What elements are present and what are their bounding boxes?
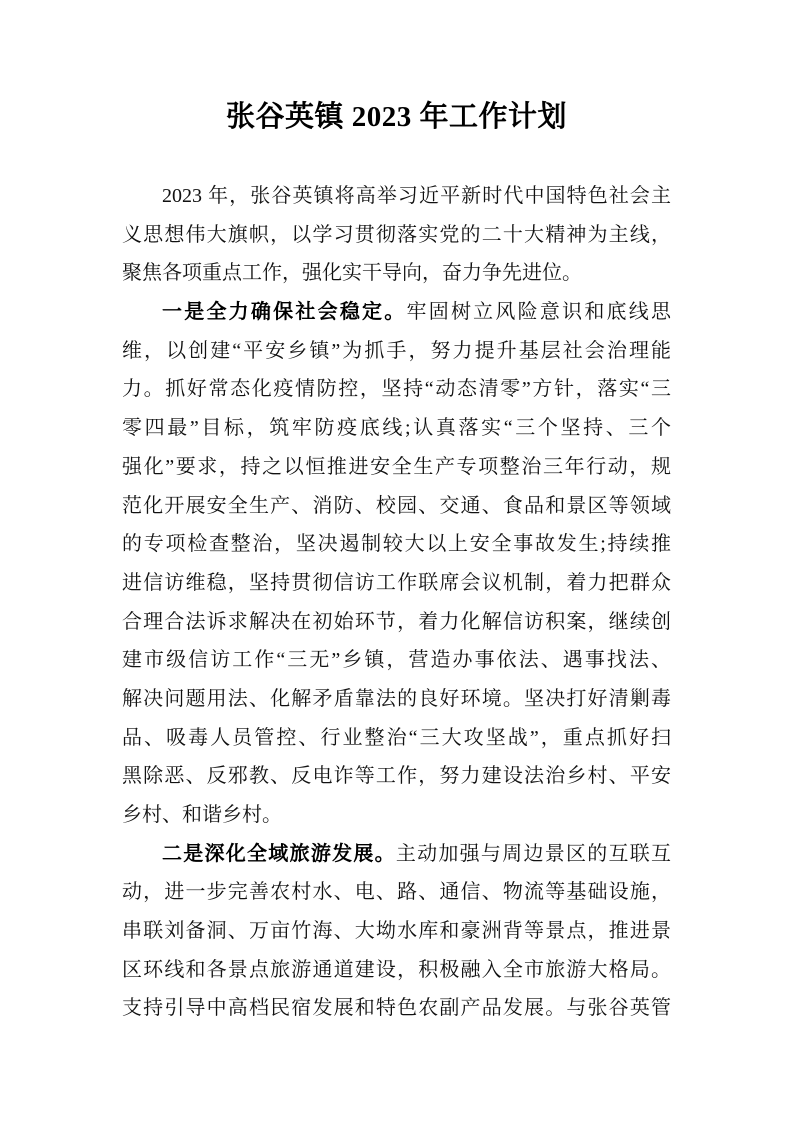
paragraph bbox=[122, 293, 671, 835]
line-text: 2023 年，张谷英镇将高举习近平新时代中国特色社会主 bbox=[162, 185, 671, 207]
paragraph bbox=[122, 177, 671, 293]
line-text: 范化开展安全生产、消防、校园、交通、食品和景区等领域 bbox=[122, 494, 671, 517]
text-line bbox=[122, 564, 671, 603]
text-line bbox=[122, 835, 671, 874]
line-text: 区环线和各景点旅游通道建设，积极融入全市旅游大格局。 bbox=[122, 958, 671, 981]
text-line bbox=[122, 448, 671, 487]
text-line bbox=[122, 293, 671, 332]
line-text: 维，以创建“平安乡镇”为抓手，努力提升基层社会治理能 bbox=[122, 339, 671, 362]
text-line bbox=[122, 603, 671, 642]
line-text: 进信访维稳，坚持贯彻信访工作联席会议机制，着力把群众 bbox=[122, 571, 671, 594]
text-line bbox=[122, 989, 671, 1028]
text-line bbox=[122, 719, 671, 758]
document-body bbox=[122, 177, 671, 1028]
line-text: 黑除恶、反邪教、反电诈等工作，努力建设法治乡村、平安 bbox=[122, 765, 671, 788]
text-line bbox=[122, 641, 671, 680]
line-text: 乡村、和谐乡村。 bbox=[122, 804, 282, 826]
line-text: 建市级信访工作“三无”乡镇，营造办事依法、遇事找法、 bbox=[122, 649, 671, 672]
text-line bbox=[122, 796, 671, 835]
text-line bbox=[122, 254, 671, 293]
line-text: 合理合法诉求解决在初始环节，着力化解信访积案，继续创 bbox=[122, 610, 671, 633]
text-line bbox=[122, 951, 671, 990]
line-text: 动，进一步完善农村水、电、路、通信、物流等基础设施， bbox=[122, 881, 671, 904]
line-text: 强化”要求，持之以恒推进安全生产专项整治三年行动，规 bbox=[122, 455, 671, 478]
text-line bbox=[122, 487, 671, 526]
text-line bbox=[122, 525, 671, 564]
text-line bbox=[122, 873, 671, 912]
document-title: 张谷英镇 2023 年工作计划 bbox=[225, 101, 567, 133]
paragraph-lead: 二是深化全域旅游发展。 bbox=[162, 842, 396, 865]
line-text: 解决问题用法、化解矛盾靠法的良好环境。坚决打好清剿毒 bbox=[122, 687, 671, 710]
line-text: 零四最”目标，筑牢防疫底线;认真落实“三个坚持、三个 bbox=[122, 417, 671, 440]
text-line bbox=[122, 370, 671, 409]
text-line bbox=[122, 332, 671, 371]
line-text: 串联刘备洞、万亩竹海、大坳水库和豪洲背等景点，推进景 bbox=[122, 920, 671, 943]
text-line bbox=[122, 680, 671, 719]
text-line bbox=[122, 216, 671, 255]
line-text: 牢固树立风险意识和底线思 bbox=[406, 301, 671, 324]
text-line bbox=[122, 409, 671, 448]
line-text: 的专项检查整治，坚决遏制较大以上安全事故发生;持续推 bbox=[122, 533, 671, 556]
line-text: 义思想伟大旗帜，以学习贯彻落实党的二十大精神为主线， bbox=[122, 223, 671, 246]
paragraph bbox=[122, 835, 671, 1028]
line-text: 力。抓好常态化疫情防控，坚持“动态清零”方针，落实“三 bbox=[122, 378, 671, 401]
line-text: 支持引导中高档民宿发展和特色农副产品发展。与张谷英管 bbox=[122, 997, 671, 1020]
line-text: 主动加强与周边景区的互联互 bbox=[395, 842, 671, 865]
paragraph-lead: 一是全力确保社会稳定。 bbox=[162, 301, 407, 324]
text-line bbox=[122, 177, 671, 216]
line-text: 聚焦各项重点工作，强化实干导向，奋力争先进位。 bbox=[122, 262, 582, 285]
line-text: 品、吸毒人员管控、行业整治“三大攻坚战”，重点抓好扫 bbox=[122, 726, 671, 749]
text-line bbox=[122, 912, 671, 951]
text-line bbox=[122, 757, 671, 796]
